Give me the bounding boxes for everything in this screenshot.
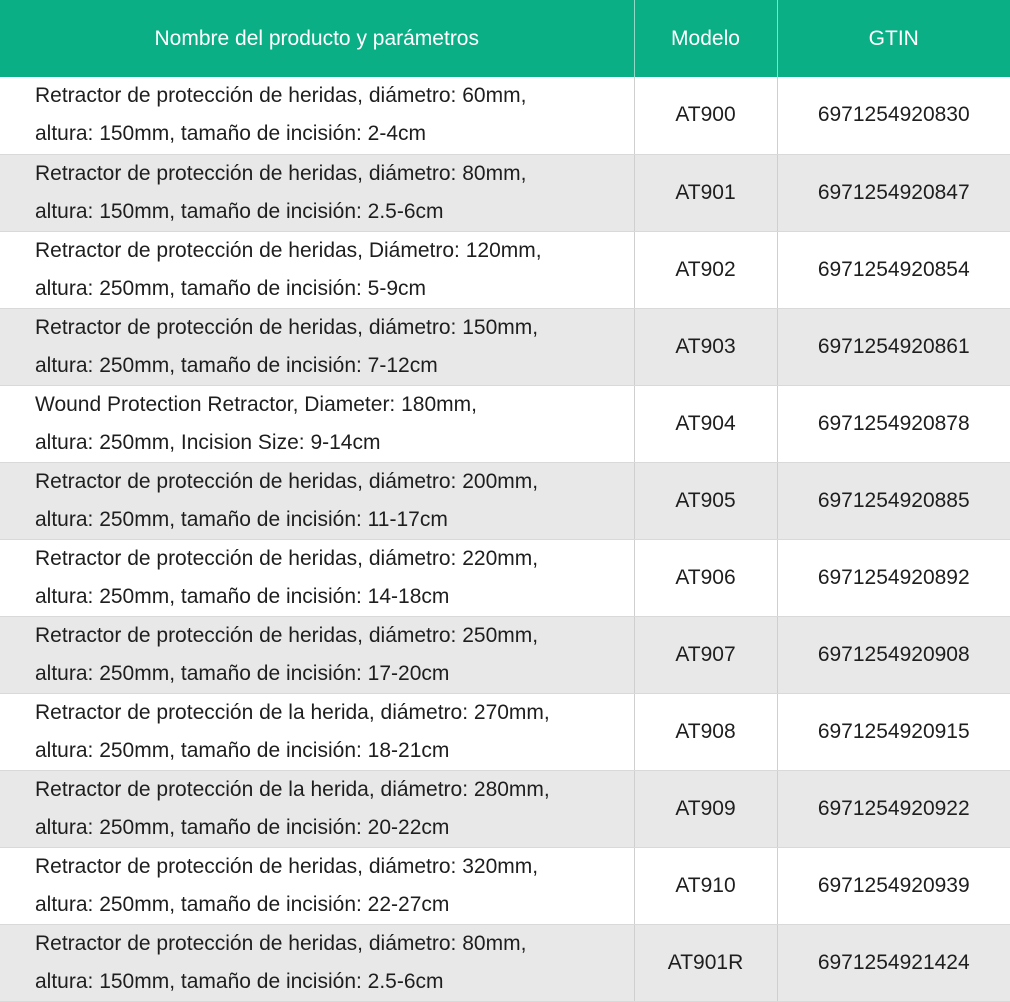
product-name-line2: altura: 250mm, tamaño de incisión: 5-9cm [35,276,427,300]
product-name-line2: altura: 250mm, tamaño de incisión: 14-18cm [35,584,450,608]
gtin-cell: 6971254920915 [777,693,1010,770]
gtin-cell: 6971254920854 [777,231,1010,308]
gtin-cell: 6971254920892 [777,539,1010,616]
table-row [0,231,1010,308]
product-name-line2: altura: 150mm, tamaño de incisión: 2.5-6cm [35,969,444,993]
product-name-cell [0,308,634,385]
table-row [0,539,1010,616]
product-name-line2: altura: 250mm, tamaño de incisión: 17-20cm [35,661,450,685]
gtin-cell: 6971254920922 [777,770,1010,847]
product-name-line1: Retractor de protección de heridas, diámetro: 320mm, [35,854,539,878]
product-name-cell [0,539,634,616]
product-name-line1: Retractor de protección de heridas, diámetro: 80mm, [35,161,527,185]
table-row [0,154,1010,231]
header-gtin: GTIN [777,0,1010,77]
product-name-line2: altura: 250mm, tamaño de incisión: 22-27cm [35,892,450,916]
gtin-cell: 6971254921424 [777,924,1010,1001]
product-name-cell [0,462,634,539]
product-name-cell [0,616,634,693]
gtin-cell: 6971254920908 [777,616,1010,693]
product-name-line1: Retractor de protección de heridas, diámetro: 200mm, [35,469,539,493]
gtin-cell: 6971254920939 [777,847,1010,924]
gtin-cell: 6971254920885 [777,462,1010,539]
product-name-cell [0,924,634,1001]
model-cell: AT907 [634,616,777,693]
model-cell: AT906 [634,539,777,616]
table-row [0,77,1010,154]
product-name-line1: Retractor de protección de heridas, diámetro: 250mm, [35,623,539,647]
model-cell: AT904 [634,385,777,462]
header-model: Modelo [634,0,777,77]
gtin-cell: 6971254920847 [777,154,1010,231]
model-cell: AT901 [634,154,777,231]
product-name-line1: Retractor de protección de heridas, diámetro: 150mm, [35,315,539,339]
table-row [0,462,1010,539]
header-row [0,0,1010,77]
product-name-line1: Retractor de protección de la herida, diámetro: 280mm, [35,777,550,801]
product-name-line2: altura: 150mm, tamaño de incisión: 2.5-6cm [35,199,444,223]
table-row [0,308,1010,385]
product-name-line1: Retractor de protección de heridas, diámetro: 60mm, [35,84,527,108]
product-name-line2: altura: 250mm, Incision Size: 9-14cm [35,430,381,454]
product-name-line1: Retractor de protección de heridas, diámetro: 220mm, [35,546,539,570]
product-name-line2: altura: 250mm, tamaño de incisión: 18-21cm [35,738,450,762]
model-cell: AT905 [634,462,777,539]
product-name-line2: altura: 150mm, tamaño de incisión: 2-4cm [35,122,427,146]
product-name-cell [0,77,634,154]
product-name-cell [0,693,634,770]
product-name-line1: Retractor de protección de la herida, diámetro: 270mm, [35,700,550,724]
product-name-line1: Retractor de protección de heridas, diámetro: 80mm, [35,931,527,955]
product-name-line2: altura: 250mm, tamaño de incisión: 11-17cm [35,507,448,531]
product-name-cell [0,231,634,308]
header-name: Nombre del producto y parámetros [0,0,634,77]
product-name-cell [0,154,634,231]
model-cell: AT901R [634,924,777,1001]
product-name-cell [0,385,634,462]
model-cell: AT909 [634,770,777,847]
gtin-cell: 6971254920830 [777,77,1010,154]
product-name-line2: altura: 250mm, tamaño de incisión: 7-12cm [35,353,438,377]
product-name-cell [0,770,634,847]
table-row [0,616,1010,693]
product-name-line2: altura: 250mm, tamaño de incisión: 20-22cm [35,815,450,839]
table-header [0,0,1010,77]
product-name-cell [0,847,634,924]
model-cell: AT908 [634,693,777,770]
table-body [0,77,1010,1001]
product-name-line1: Wound Protection Retractor, Diameter: 180mm, [35,392,477,416]
table-row [0,770,1010,847]
table-row [0,847,1010,924]
model-cell: AT903 [634,308,777,385]
model-cell: AT902 [634,231,777,308]
gtin-cell: 6971254920878 [777,385,1010,462]
product-name-line1: Retractor de protección de heridas, Diámetro: 120mm, [35,238,542,262]
model-cell: AT910 [634,847,777,924]
model-cell: AT900 [634,77,777,154]
table-row [0,385,1010,462]
table-row [0,693,1010,770]
gtin-cell: 6971254920861 [777,308,1010,385]
table-row [0,924,1010,1001]
